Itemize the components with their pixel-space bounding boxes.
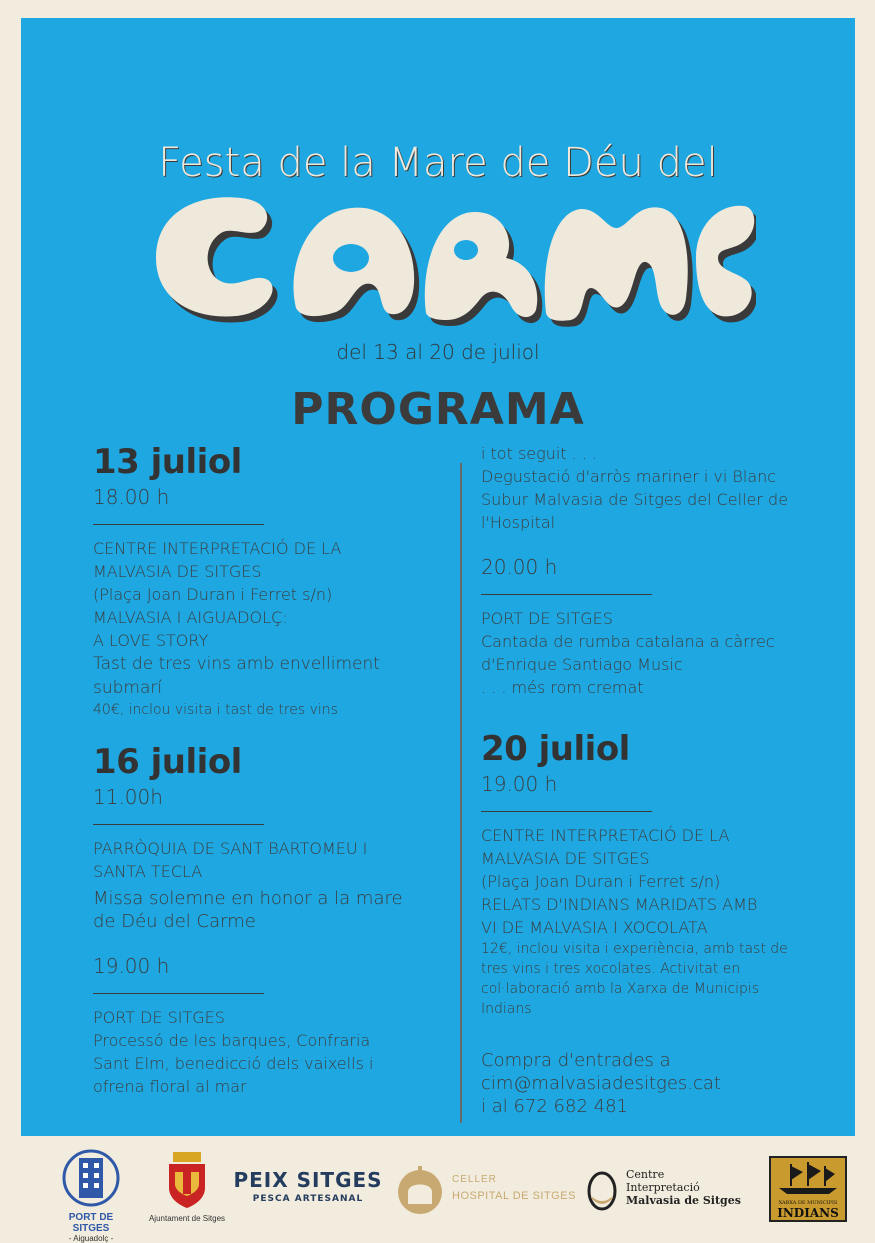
ajuntament-logo (139, 1150, 235, 1230)
event-price: tres vins i tres xocolates. Activitat en (481, 961, 741, 977)
event-line: MALVASIA I AIGUADOLÇ: (93, 608, 288, 627)
day-16-heading: 16 juliol (93, 742, 242, 782)
centre-label-1: Centre (626, 1168, 665, 1181)
carme-title-lettering (146, 188, 756, 328)
event-line: Subur Malvasia de Sitges del Celler de (481, 490, 789, 509)
indians-network-logo (769, 1156, 847, 1222)
column-divider (460, 463, 462, 1123)
event-line: RELATS D'INDIANS MARIDATS AMB (481, 895, 758, 914)
event-price: col·laboració amb la Xarxa de Municipis (481, 981, 760, 997)
day-13-time: 18.00 h (93, 485, 170, 509)
event-line: (Plaça Joan Duran i Ferret s/n) (481, 872, 721, 891)
day-13-heading: 13 juliol (93, 442, 242, 482)
day-16-time-2: 19.00 h (93, 954, 170, 978)
event-desc: d'Enrique Santiago Music (481, 655, 683, 674)
event-desc: submarí (93, 678, 163, 698)
divider-rule (481, 811, 652, 812)
celler-label-1: CELLER (452, 1174, 497, 1185)
peix-sitges-logo (233, 1168, 383, 1218)
event-place: PARRÒQUIA DE SANT BARTOMEU I (93, 839, 368, 858)
event-desc: Sant Elm, benedicció dels vaixells i (93, 1054, 374, 1073)
divider-rule (93, 824, 264, 825)
indians-label-1: XARXA DE MUNICIPIS (778, 1200, 838, 1206)
event-line: Degustació d'arròs mariner i vi Blanc (481, 467, 777, 486)
left-column (93, 442, 413, 1098)
day-20-heading: 20 juliol (481, 729, 630, 769)
centre-label-2: Interpretació (626, 1181, 700, 1194)
event-line: CENTRE INTERPRETACIÓ DE LA (481, 826, 730, 845)
programa-heading: PROGRAMA (291, 384, 585, 435)
divider-rule (481, 594, 652, 595)
event-place: PORT DE SITGES (93, 1008, 225, 1027)
event-line: MALVASIA DE SITGES (93, 562, 262, 581)
port-logo-name: PORT DE SITGES (68, 1212, 114, 1234)
poster (21, 18, 855, 1136)
peix-logo-sub: PESCA ARTESANAL (252, 1194, 364, 1204)
festival-dates: del 13 al 20 de juliol (336, 340, 540, 364)
centre-interpretacio-logo (586, 1168, 766, 1218)
tickets-phone[interactable]: i al 672 682 481 (481, 1096, 628, 1117)
event-line: VI DE MALVASIA I XOCOLATA (481, 918, 708, 937)
celler-dome-icon (396, 1164, 444, 1216)
port-logo-sub: - Aiguadolç - (68, 1234, 114, 1243)
malvasia-glass-icon (586, 1170, 618, 1212)
port-de-sitges-logo (51, 1148, 131, 1243)
event-desc: . . . més rom cremat (481, 678, 644, 697)
ajuntament-label: Ajuntament de Sitges (148, 1214, 226, 1223)
event-price: Indians (481, 1001, 532, 1017)
event-place: PORT DE SITGES (481, 609, 613, 628)
event-line: A LOVE STORY (93, 631, 209, 650)
day-16-time: 11.00h (93, 785, 163, 809)
event-line: i tot seguit . . . (481, 444, 598, 463)
sponsor-logos (21, 1140, 855, 1243)
event-line: MALVASIA DE SITGES (481, 849, 650, 868)
event-desc: ofrena floral al mar (93, 1077, 247, 1096)
event-desc: Missa solemne en honor a la mare (93, 888, 403, 909)
event-desc: Processó de les barques, Confraria (93, 1031, 371, 1050)
indians-label-2: INDIANS (777, 1206, 839, 1220)
right-column (481, 442, 811, 1118)
ship-icon (771, 1158, 845, 1196)
event-desc: de Déu del Carme (93, 911, 256, 932)
day-20-time: 19.00 h (481, 772, 558, 796)
tickets-line: Compra d'entrades a (481, 1050, 671, 1071)
event-desc: Cantada de rumba catalana a càrrec (481, 632, 775, 651)
event-line: CENTRE INTERPRETACIÓ DE LA (93, 539, 342, 558)
divider-rule (93, 524, 264, 525)
event-place: SANTA TECLA (93, 862, 203, 881)
rumba-time: 20.00 h (481, 555, 558, 579)
event-price: 40€, inclou visita i tast de tres vins (93, 702, 338, 718)
festa-title: Festa de la Mare de Déu del (158, 140, 718, 186)
coat-of-arms-icon (139, 1150, 235, 1210)
event-line: (Plaça Joan Duran i Ferret s/n) (93, 585, 333, 604)
event-line: l'Hospital (481, 513, 556, 532)
celler-hospital-logo (396, 1164, 576, 1220)
divider-rule (93, 993, 264, 994)
celler-label-2: HOSPITAL DE SITGES (452, 1190, 576, 1202)
centre-label-3: Malvasia de Sitges (626, 1194, 741, 1207)
tickets-email[interactable]: cim@malvasiadesitges.cat (481, 1073, 721, 1094)
event-desc: Tast de tres vins amb envelliment (93, 654, 380, 674)
event-price: 12€, inclou visita i experiència, amb tast de (481, 941, 788, 957)
port-tower-icon (51, 1148, 131, 1208)
peix-logo-title: PEIX SITGES (233, 1168, 383, 1192)
